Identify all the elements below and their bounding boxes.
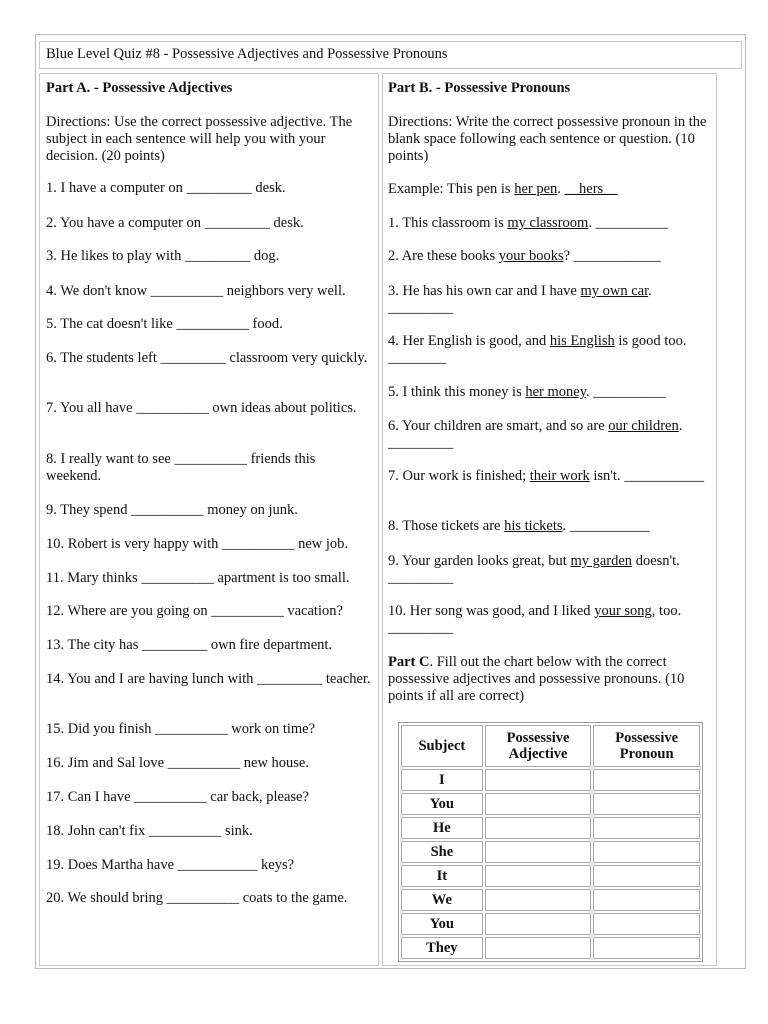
example-answer: __hers__ (564, 181, 618, 197)
item-underlined: her money (525, 384, 587, 400)
chart-subject-cell: I (401, 769, 483, 791)
part-b-item (388, 418, 713, 452)
part-a-item: 4. We don't know __________ neighbors very well. (46, 283, 346, 299)
part-a-item: 9. They spend __________ money on junk. (46, 502, 298, 518)
part-c-text: . Fill out the chart below with the correct possessive adjectives and possessive pronouns. (10 points if all are correct) (388, 654, 685, 704)
chart-row (401, 817, 700, 839)
item-underlined: your song (594, 603, 652, 619)
item-underlined: my classroom (507, 215, 589, 231)
part-a-item: 5. The cat doesn't like __________ food. (46, 316, 283, 332)
item-blank: isn't. ___________ (589, 468, 704, 484)
part-a-item: 16. Jim and Sal love __________ new house. (46, 755, 309, 771)
chart-header-subject: Subject (401, 725, 483, 767)
part-a-item: 13. The city has _________ own fire department. (46, 637, 333, 653)
item-text: 3. He has his own car and I have (388, 283, 581, 299)
part-a-heading: Part A. - Possessive Adjectives (46, 80, 233, 96)
pronoun-answer-cell[interactable] (593, 937, 700, 959)
part-b-item (388, 468, 713, 485)
part-b-item (388, 248, 713, 265)
chart-row (401, 913, 700, 935)
part-c-heading: Part C (388, 654, 430, 670)
chart-header-adjective: Possessive Adjective (485, 725, 592, 767)
part-b-item (388, 603, 713, 637)
adjective-answer-cell[interactable] (485, 769, 592, 791)
part-a-item: 18. John can't fix __________ sink. (46, 823, 253, 839)
part-b-item (388, 518, 713, 535)
item-underlined: his English (549, 333, 615, 349)
part-b-directions: Directions: Write the correct possessive pronoun in the blank space following each sentence or question. (10 points) (388, 114, 707, 164)
part-a-directions: Directions: Use the correct possessive adjective. The subject in each sentence will help you with your decision. (20 points) (46, 114, 353, 164)
chart-row (401, 793, 700, 815)
pronoun-answer-cell[interactable] (593, 817, 700, 839)
adjective-answer-cell[interactable] (485, 793, 592, 815)
chart-subject-cell: You (401, 793, 483, 815)
part-a-item: 19. Does Martha have ___________ keys? (46, 857, 295, 873)
part-a-item: 3. He likes to play with _________ dog. (46, 248, 280, 264)
part-a-item: 11. Mary thinks __________ apartment is too small. (46, 570, 350, 586)
pronoun-answer-cell[interactable] (593, 913, 700, 935)
part-a-item: 7. You all have __________ own ideas about politics. (46, 400, 357, 416)
chart-row (401, 841, 700, 863)
part-a-item: 2. You have a computer on _________ desk. (46, 215, 304, 231)
chart-subject-cell: They (401, 937, 483, 959)
part-a-item: 8. I really want to see __________ friends this weekend. (46, 451, 316, 484)
adjective-answer-cell[interactable] (485, 937, 592, 959)
item-blank: is good too. ________ (388, 333, 687, 366)
example-underlined: her pen (514, 181, 558, 197)
chart-row (401, 769, 700, 791)
part-a-item: 12. Where are you going on __________ vacation? (46, 603, 343, 619)
part-a-item: 1. I have a computer on _________ desk. (46, 180, 286, 196)
item-blank: . ___________ (562, 518, 650, 534)
part-b-item (388, 333, 713, 367)
item-text: 2. Are these books (388, 248, 499, 264)
item-text: 10. Her song was good, and I liked (388, 603, 595, 619)
adjective-answer-cell[interactable] (485, 817, 592, 839)
item-blank: . _________ (388, 418, 683, 451)
example-post: . (557, 181, 565, 197)
item-text: 6. Your children are smart, and so are (388, 418, 609, 434)
part-a-item: 15. Did you finish __________ work on time? (46, 721, 316, 737)
part-a-item: 14. You and I are having lunch with _________ teacher. (46, 671, 371, 687)
item-blank: ? ____________ (563, 248, 661, 264)
item-blank: , too. _________ (388, 603, 682, 636)
part-b-item (388, 283, 713, 317)
item-underlined: my garden (570, 553, 633, 569)
chart-subject-cell: You (401, 913, 483, 935)
item-blank: . _________ (388, 283, 652, 316)
quiz-title: Blue Level Quiz #8 - Possessive Adjectives and Possessive Pronouns (39, 41, 742, 69)
part-b-item (388, 553, 713, 587)
item-text: 8. Those tickets are (388, 518, 505, 534)
part-c-instructions (388, 654, 713, 705)
pronoun-answer-cell[interactable] (593, 889, 700, 911)
item-blank: doesn't. _________ (388, 553, 680, 586)
item-blank: . __________ (586, 384, 666, 400)
item-underlined: your books (498, 248, 564, 264)
chart-subject-cell: She (401, 841, 483, 863)
chart-header-pronoun: Possessive Pronoun (593, 725, 700, 767)
item-text: 9. Your garden looks great, but (388, 553, 571, 569)
pronoun-answer-cell[interactable] (593, 841, 700, 863)
item-text: 4. Her English is good, and (388, 333, 550, 349)
chart-subject-cell: We (401, 889, 483, 911)
item-underlined: their work (529, 468, 590, 484)
item-underlined: our children (608, 418, 679, 434)
adjective-answer-cell[interactable] (485, 841, 592, 863)
part-a-item: 6. The students left _________ classroom very quickly. (46, 350, 368, 366)
part-b-item (388, 384, 713, 401)
item-text: 7. Our work is finished; (388, 468, 530, 484)
item-text: 1. This classroom is (388, 215, 508, 231)
part-b-heading: Part B. - Possessive Pronouns (388, 80, 571, 96)
part-a-item: 10. Robert is very happy with __________ new job. (46, 536, 349, 552)
adjective-answer-cell[interactable] (485, 865, 592, 887)
part-a-item: 20. We should bring __________ coats to the game. (46, 890, 348, 906)
chart-subject-cell: It (401, 865, 483, 887)
example-pre: Example: This pen is (388, 181, 515, 197)
part-b-example (388, 181, 618, 198)
adjective-answer-cell[interactable] (485, 889, 592, 911)
chart-row (401, 889, 700, 911)
chart-subject-cell: He (401, 817, 483, 839)
chart-row (401, 865, 700, 887)
item-underlined: my own car (580, 283, 649, 299)
pronoun-answer-cell[interactable] (593, 865, 700, 887)
item-underlined: his tickets (504, 518, 563, 534)
part-b-item (388, 215, 713, 232)
pronoun-answer-cell[interactable] (593, 769, 700, 791)
pronoun-answer-cell[interactable] (593, 793, 700, 815)
adjective-answer-cell[interactable] (485, 913, 592, 935)
part-a-item: 17. Can I have __________ car back, please? (46, 789, 309, 805)
chart-row (401, 937, 700, 959)
item-blank: . __________ (588, 215, 669, 231)
item-text: 5. I think this money is (388, 384, 526, 400)
possessive-chart (398, 722, 703, 962)
